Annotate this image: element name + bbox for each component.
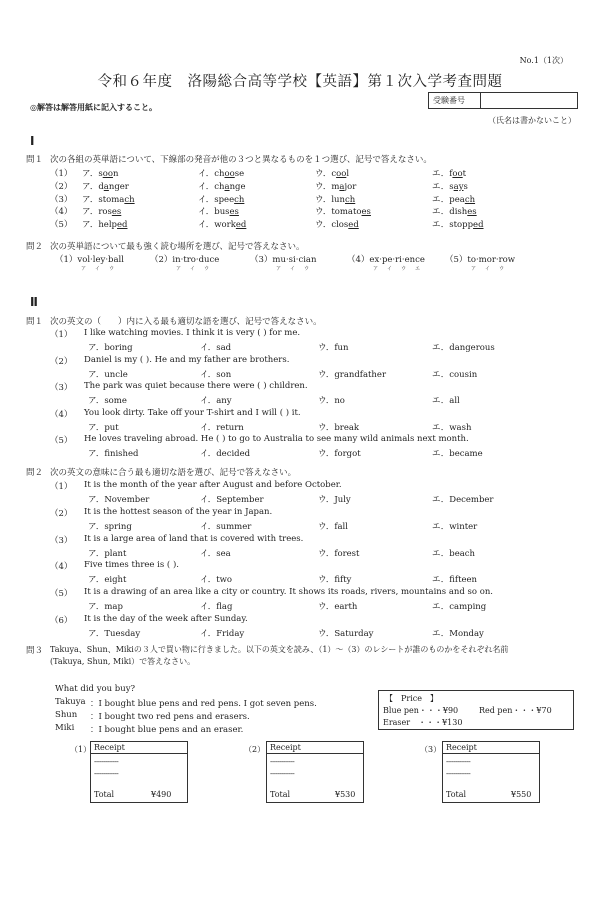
choice-option[interactable]: ア．finished	[88, 449, 139, 460]
receipt-title: Receipt	[91, 742, 187, 754]
choice-option[interactable]	[82, 193, 135, 205]
question-num: （2）	[50, 356, 73, 367]
dialog-title: What did you buy?	[55, 684, 136, 694]
s1-q1-row-num: （1）	[50, 169, 73, 179]
dialog-name-takuya: Takuya	[55, 697, 86, 707]
price-box	[378, 690, 574, 730]
choice-option[interactable]: ア．plant	[88, 548, 127, 559]
choice-option[interactable]: ア．put	[88, 422, 119, 433]
choice-option[interactable]: エ．winter	[432, 521, 478, 532]
stress-word: vol·ley·ball	[77, 255, 124, 265]
exam-number-label: 受験番号	[429, 93, 481, 108]
dialog-text-takuya: ：I bought blue pens and red pens. I got seven pens.	[90, 699, 317, 709]
word-part: help	[98, 220, 117, 231]
underlined-part: oo	[224, 169, 235, 179]
choice-option[interactable]: エ．cousin	[432, 369, 478, 380]
price-red-pen: Red pen・・・¥70	[479, 706, 552, 715]
question-sentence: It is a large area of land that is covered with trees.	[84, 533, 304, 544]
word-part: nge	[229, 181, 246, 192]
choice-option[interactable]	[198, 167, 244, 179]
question-sentence: Five times three is ( ).	[84, 560, 179, 571]
page-title: 令和６年度 洛陽総合高等学校【英語】第１次入学考査問題	[97, 74, 503, 90]
choice-option[interactable]	[432, 218, 484, 230]
s1-q1-row-num: （4）	[50, 207, 73, 218]
choice-option[interactable]: イ．any	[200, 396, 232, 407]
stress-word-num: （1）	[55, 255, 78, 265]
name-note: （氏名は書かないこと）	[488, 116, 576, 125]
choice-option[interactable]: エ．fifteen	[432, 575, 478, 586]
word-part: tomato	[331, 207, 362, 218]
price-blue-pen: Blue pen・・・¥90	[383, 706, 459, 715]
choice-marker: ア．	[82, 220, 99, 231]
s1-q1-text: 次の各組の英単語について、下線部の発音が他の３つと異なるものを１つ選び、記号で答えなさい。	[50, 155, 432, 165]
stress-word: in·tro·duce	[172, 255, 220, 265]
stress-kana: ア イ ウ エ	[373, 266, 423, 272]
word-part: clos	[331, 220, 349, 231]
choice-option[interactable]: イ．son	[200, 369, 232, 380]
choice-option[interactable]: ウ．Saturday	[318, 629, 374, 639]
choice-option[interactable]: ア．map	[88, 602, 123, 613]
question-sentence: He loves traveling abroad. He ( ) to go to Australia to see many wild animals next month.	[84, 434, 469, 445]
stress-word-item[interactable]	[445, 253, 515, 265]
choice-option[interactable]: ア．uncle	[88, 369, 128, 380]
choice-marker: ウ．	[315, 220, 332, 231]
choice-option[interactable]: ア．eight	[88, 575, 127, 586]
stress-word-num: （4）	[347, 255, 370, 265]
word-part: l	[346, 169, 350, 179]
question-num: （3）	[50, 383, 73, 394]
word-part: stopp	[449, 220, 474, 231]
price-eraser: Eraser ・・・¥130	[383, 718, 463, 727]
choice-option[interactable]: エ．became	[432, 449, 483, 460]
word-part: pea	[449, 194, 465, 205]
underlined-part: es	[467, 207, 477, 218]
choice-option[interactable]	[315, 205, 371, 217]
dialog-name-miki: Miki	[55, 723, 75, 733]
choice-option[interactable]: イ．September	[200, 495, 264, 505]
word-part: ros	[98, 207, 112, 218]
underlined-part: a	[103, 181, 109, 192]
choice-option[interactable]: ウ．forest	[318, 548, 360, 559]
choice-option[interactable]: ア．spring	[88, 521, 132, 532]
word-part: s	[463, 181, 468, 192]
word-part: jor	[344, 181, 357, 192]
question-num: （4）	[50, 562, 73, 573]
choice-marker: イ．	[198, 207, 215, 218]
receipt-line: -------------	[446, 758, 471, 766]
word-part: c	[331, 169, 337, 179]
choice-marker: ア．	[82, 181, 99, 192]
question-num: （6）	[50, 616, 73, 626]
underlined-part: es	[361, 207, 371, 218]
choice-option[interactable]: エ．all	[432, 396, 460, 407]
choice-option[interactable]	[315, 180, 356, 192]
choice-option[interactable]	[432, 193, 475, 205]
question-num: （1）	[50, 330, 73, 340]
underlined-part: es	[111, 207, 122, 218]
receipt-total-amount: ¥550	[511, 790, 532, 799]
question-num: （5）	[50, 436, 73, 447]
question-sentence: Daniel is my ( ). He and my father are brothers.	[84, 354, 290, 365]
choice-option[interactable]	[82, 218, 127, 230]
choice-option[interactable]: イ．summer	[200, 521, 252, 532]
choice-option[interactable]: エ．wash	[432, 422, 472, 433]
choice-option[interactable]: エ．Monday	[432, 629, 484, 639]
stress-kana: ア イ ウ	[471, 266, 507, 272]
stress-word-num: （5）	[445, 255, 468, 265]
word-part: m	[331, 181, 340, 192]
underlined-part: ch	[464, 194, 476, 205]
question-sentence: It is the month of the year after August and before October.	[84, 480, 342, 490]
receipt-total-amount: ¥530	[335, 790, 356, 799]
word-part: work	[214, 220, 236, 231]
underlined-part: ch	[124, 194, 135, 205]
question-num: （2）	[50, 508, 73, 519]
s2-q2-label: 問２	[26, 468, 44, 478]
s2-q2-text: 次の英文の意味に合う最も適切な語を選び、記号で答えなさい。	[50, 468, 297, 478]
s1-q2-text: 次の英単語について最も強く読む場所を選び、記号で答えなさい。	[50, 242, 305, 252]
choice-option[interactable]: ア．Tuesday	[88, 629, 141, 639]
choice-option[interactable]: ウ．July	[318, 495, 351, 505]
choice-option[interactable]: ウ．grandfather	[318, 369, 387, 380]
choice-option[interactable]	[82, 180, 129, 192]
word-part: d	[98, 181, 104, 192]
receipt-line: -------------	[270, 770, 295, 778]
receipt-line: -------------	[94, 770, 119, 778]
choice-option[interactable]	[82, 167, 118, 179]
choice-marker: ウ．	[315, 169, 332, 179]
stress-word: to·mor·row	[467, 255, 516, 265]
question-sentence: It is the hottest season of the year in Japan.	[84, 506, 273, 517]
section-1-mark: Ⅰ	[30, 134, 35, 148]
choice-option[interactable]: ウ．break	[318, 422, 360, 433]
choice-option[interactable]	[198, 218, 246, 230]
choice-option[interactable]: ウ．earth	[318, 602, 358, 613]
stress-kana: ア イ ウ	[176, 266, 212, 272]
stress-word-item[interactable]	[250, 253, 316, 265]
choice-option[interactable]	[432, 167, 466, 179]
word-part: s	[449, 181, 454, 192]
word-part: bus	[214, 207, 230, 218]
choice-option[interactable]: イ．decided	[200, 449, 251, 460]
underlined-part: ed	[235, 220, 247, 231]
choice-option[interactable]	[198, 205, 239, 217]
underlined-part: es	[229, 207, 239, 218]
s2-q3-text-line2: (Takuya, Shun, Miki）で答えなさい。	[50, 657, 196, 666]
choice-option[interactable]: エ．camping	[432, 602, 487, 613]
choice-option[interactable]: ア．November	[88, 495, 150, 505]
question-num: （5）	[50, 589, 73, 600]
s2-q3-text-line1: Takuya、Shun、Mikiの３人で買い物に行きました。以下の英文を読み、（1）〜（3）のレシートが誰のものかをそれぞれ名前	[50, 645, 509, 654]
receipt-2-num: （2）	[244, 745, 266, 754]
receipt-total-label: Total	[94, 790, 115, 799]
s1-q1-row-num: （5）	[50, 220, 73, 231]
underlined-part: ed	[473, 220, 484, 231]
choice-option[interactable]	[432, 180, 468, 192]
choice-option[interactable]: ア．some	[88, 396, 127, 407]
receipt-3-num: （3）	[420, 745, 442, 754]
question-sentence: I like watching movies. I think it is very ( ) for me.	[84, 328, 301, 338]
s1-q1-row-num: （3）	[50, 194, 73, 205]
choice-marker: イ．	[198, 169, 215, 179]
underlined-part: oo	[452, 169, 463, 179]
receipt-total-label: Total	[446, 790, 467, 799]
choice-option[interactable]	[315, 193, 355, 205]
question-sentence: The park was quiet because there were ( ) children.	[84, 381, 308, 392]
choice-option[interactable]: エ．beach	[432, 548, 476, 559]
stress-word-num: （3）	[250, 255, 273, 265]
choice-option[interactable]: ウ．fun	[318, 343, 349, 353]
question-num: （1）	[50, 482, 73, 492]
receipt-title: Receipt	[267, 742, 363, 754]
choice-marker: イ．	[198, 194, 215, 205]
choice-option[interactable]: イ．two	[200, 575, 233, 586]
s2-q3-label: 問３	[26, 646, 44, 656]
s1-q1-label: 問１	[26, 155, 44, 165]
choice-option[interactable]	[82, 205, 121, 217]
receipt-3	[442, 741, 540, 803]
choice-option[interactable]: ウ．forgot	[318, 449, 361, 460]
underlined-part: a	[224, 181, 230, 192]
receipt-line: -------------	[446, 770, 471, 778]
choice-marker: ア．	[82, 169, 99, 179]
choice-marker: エ．	[432, 169, 450, 179]
choice-marker: イ．	[198, 181, 215, 192]
choice-option[interactable]	[198, 193, 244, 205]
dialog-name-shun: Shun	[55, 710, 78, 720]
choice-marker: エ．	[432, 181, 450, 192]
dialog-text-shun: ：I bought two red pens and erasers.	[90, 712, 250, 722]
choice-marker: エ．	[432, 220, 450, 231]
choice-option[interactable]: ア．boring	[88, 343, 133, 353]
stress-word-num: （2）	[150, 255, 173, 265]
choice-marker: ウ．	[315, 181, 332, 192]
choice-option[interactable]: ウ．no	[318, 396, 345, 407]
question-num: （4）	[50, 409, 73, 420]
receipt-2	[266, 741, 364, 803]
choice-option[interactable]	[432, 205, 477, 217]
receipt-line: -------------	[270, 758, 295, 766]
stress-kana: ア イ ウ	[276, 266, 312, 272]
choice-marker: ア．	[82, 207, 99, 218]
underlined-part: ed	[348, 220, 359, 231]
dialog-text-miki: ：I bought blue pens and an eraser.	[90, 725, 244, 735]
choice-option[interactable]	[315, 218, 359, 230]
s1-q2-label: 問２	[26, 242, 44, 252]
choice-marker: ウ．	[315, 194, 332, 205]
choice-option[interactable]: イ．Friday	[200, 629, 245, 639]
underlined-part: ed	[117, 220, 128, 231]
stress-word-item[interactable]	[347, 253, 425, 265]
choice-marker: エ．	[432, 207, 450, 218]
page-number: No.1（1次）	[519, 56, 568, 65]
stress-word: mu·si·cian	[272, 255, 317, 265]
word-part: nger	[108, 181, 129, 192]
s2-q1-text: 次の英文の（ ）内に入る最も適切な語を選び、記号で答えなさい。	[50, 317, 322, 327]
word-part: se	[234, 169, 245, 179]
choice-option[interactable]: イ．flag	[200, 602, 233, 613]
underlined-part: a	[339, 181, 345, 192]
receipt-total-label: Total	[270, 790, 291, 799]
word-part: f	[449, 169, 453, 179]
receipt-title: Receipt	[443, 742, 539, 754]
choice-option[interactable]: ウ．fifty	[318, 575, 352, 586]
word-part: s	[98, 169, 103, 179]
stress-word-item[interactable]	[150, 253, 219, 265]
stress-word: ex·pe·ri·ence	[369, 255, 425, 265]
exam-number-box[interactable]	[428, 92, 578, 109]
word-part: dish	[449, 207, 468, 218]
receipt-total-amount: ¥490	[151, 790, 172, 799]
underlined-part: ch	[345, 194, 356, 205]
choice-marker: ウ．	[315, 207, 332, 218]
underlined-part: oo	[102, 169, 113, 179]
underlined-part: ay	[453, 181, 464, 192]
answer-note: ◎解答は解答用紙に記入すること。	[30, 102, 157, 112]
choice-option[interactable]: エ．dangerous	[432, 343, 495, 353]
question-sentence: It is a drawing of an area like a city or country. It shows its roads, rivers, mountains and so on.	[84, 587, 493, 598]
question-sentence: You look dirty. Take off your T-shirt and I will ( ) it.	[84, 407, 301, 418]
word-part: ch	[214, 181, 225, 192]
choice-option[interactable]: イ．sea	[200, 548, 231, 559]
choice-option[interactable]: エ．December	[432, 495, 494, 505]
s1-q1-row-num: （2）	[50, 181, 73, 192]
word-part: n	[112, 169, 119, 179]
choice-marker: イ．	[198, 220, 215, 231]
choice-option[interactable]	[198, 180, 246, 192]
section-2-mark: Ⅱ	[30, 295, 38, 309]
receipt-1-num: （1）	[70, 745, 92, 754]
underlined-part: ch	[234, 194, 245, 205]
word-part: lun	[331, 194, 345, 205]
s2-q1-label: 問１	[26, 317, 44, 327]
stress-kana: ア イ ウ	[81, 266, 117, 272]
question-sentence: It is the day of the week after Sunday.	[84, 614, 248, 624]
receipt-line: -------------	[94, 758, 119, 766]
word-part: t	[462, 169, 467, 179]
word-part: stoma	[98, 194, 125, 205]
choice-option[interactable]: ウ．fall	[318, 521, 348, 532]
choice-option[interactable]: イ．sad	[200, 343, 232, 353]
stress-word-item[interactable]	[55, 253, 124, 265]
word-part: spee	[214, 194, 235, 205]
price-title: 【 Price 】	[385, 694, 438, 703]
word-part: ch	[214, 169, 225, 179]
choice-option[interactable]	[315, 167, 349, 179]
choice-option[interactable]: イ．return	[200, 422, 244, 433]
choice-marker: ア．	[82, 194, 99, 205]
choice-marker: エ．	[432, 194, 450, 205]
receipt-1	[90, 741, 188, 803]
question-num: （3）	[50, 535, 73, 546]
underlined-part: oo	[336, 169, 347, 179]
